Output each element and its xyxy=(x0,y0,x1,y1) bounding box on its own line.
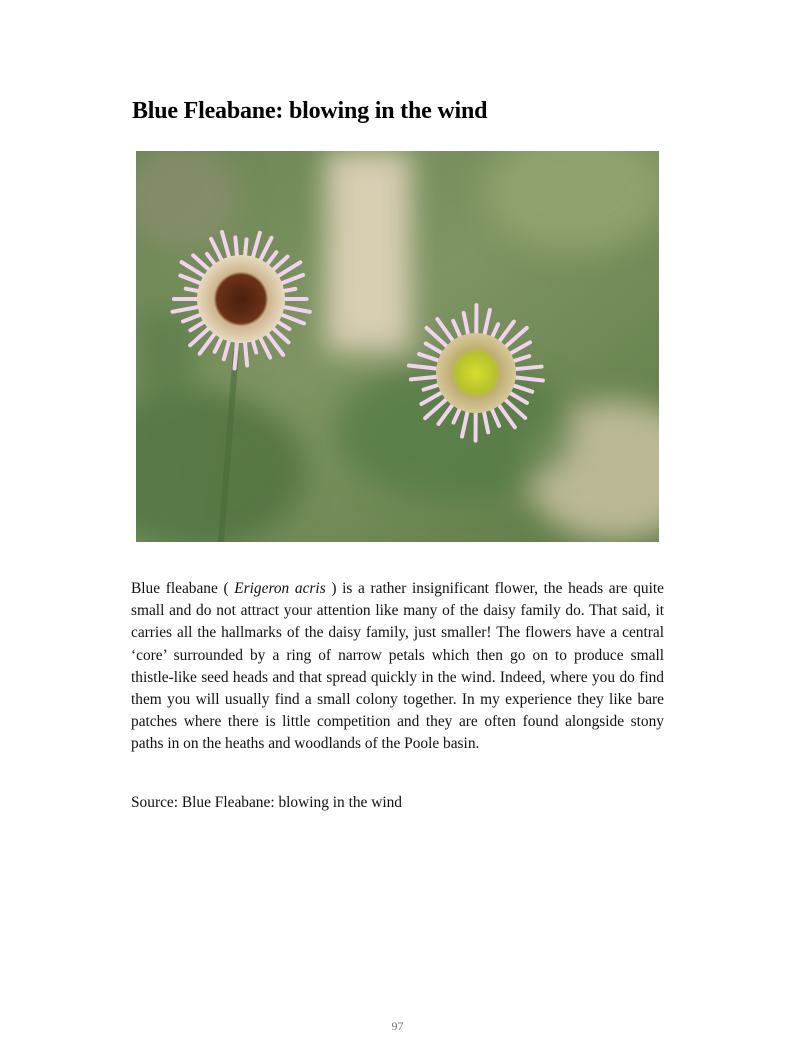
page-title: Blue Fleabane: blowing in the wind xyxy=(132,98,488,124)
scientific-name: Erigeron acris xyxy=(234,580,326,597)
body-paragraph xyxy=(131,578,664,756)
paragraph-rest: ) is a rather insignificant flower, the heads are quite small and do not attract your attention like many of the daisy family do. That said, it carries all the hallmarks of the daisy family, just smaller! The flowers have a central ‘core’ surrounded by a ring of narrow petals which then go on to produce small thistle-like seed heads and that spread quickly in the wind. Indeed, where you do find them you will usually find a small colony together. In my experience they like bare patches where there is little competition and they are often found alongside stony paths in on the heaths and woodlands of the Poole basin. xyxy=(131,580,664,753)
flower-disc xyxy=(197,255,285,343)
page-number: 97 xyxy=(391,1019,404,1033)
flower-disc xyxy=(436,333,516,413)
blue-fleabane-photo xyxy=(136,151,659,542)
paragraph-intro: Blue fleabane ( xyxy=(131,580,235,597)
source-line: Source: Blue Fleabane: blowing in the wind xyxy=(131,794,402,811)
